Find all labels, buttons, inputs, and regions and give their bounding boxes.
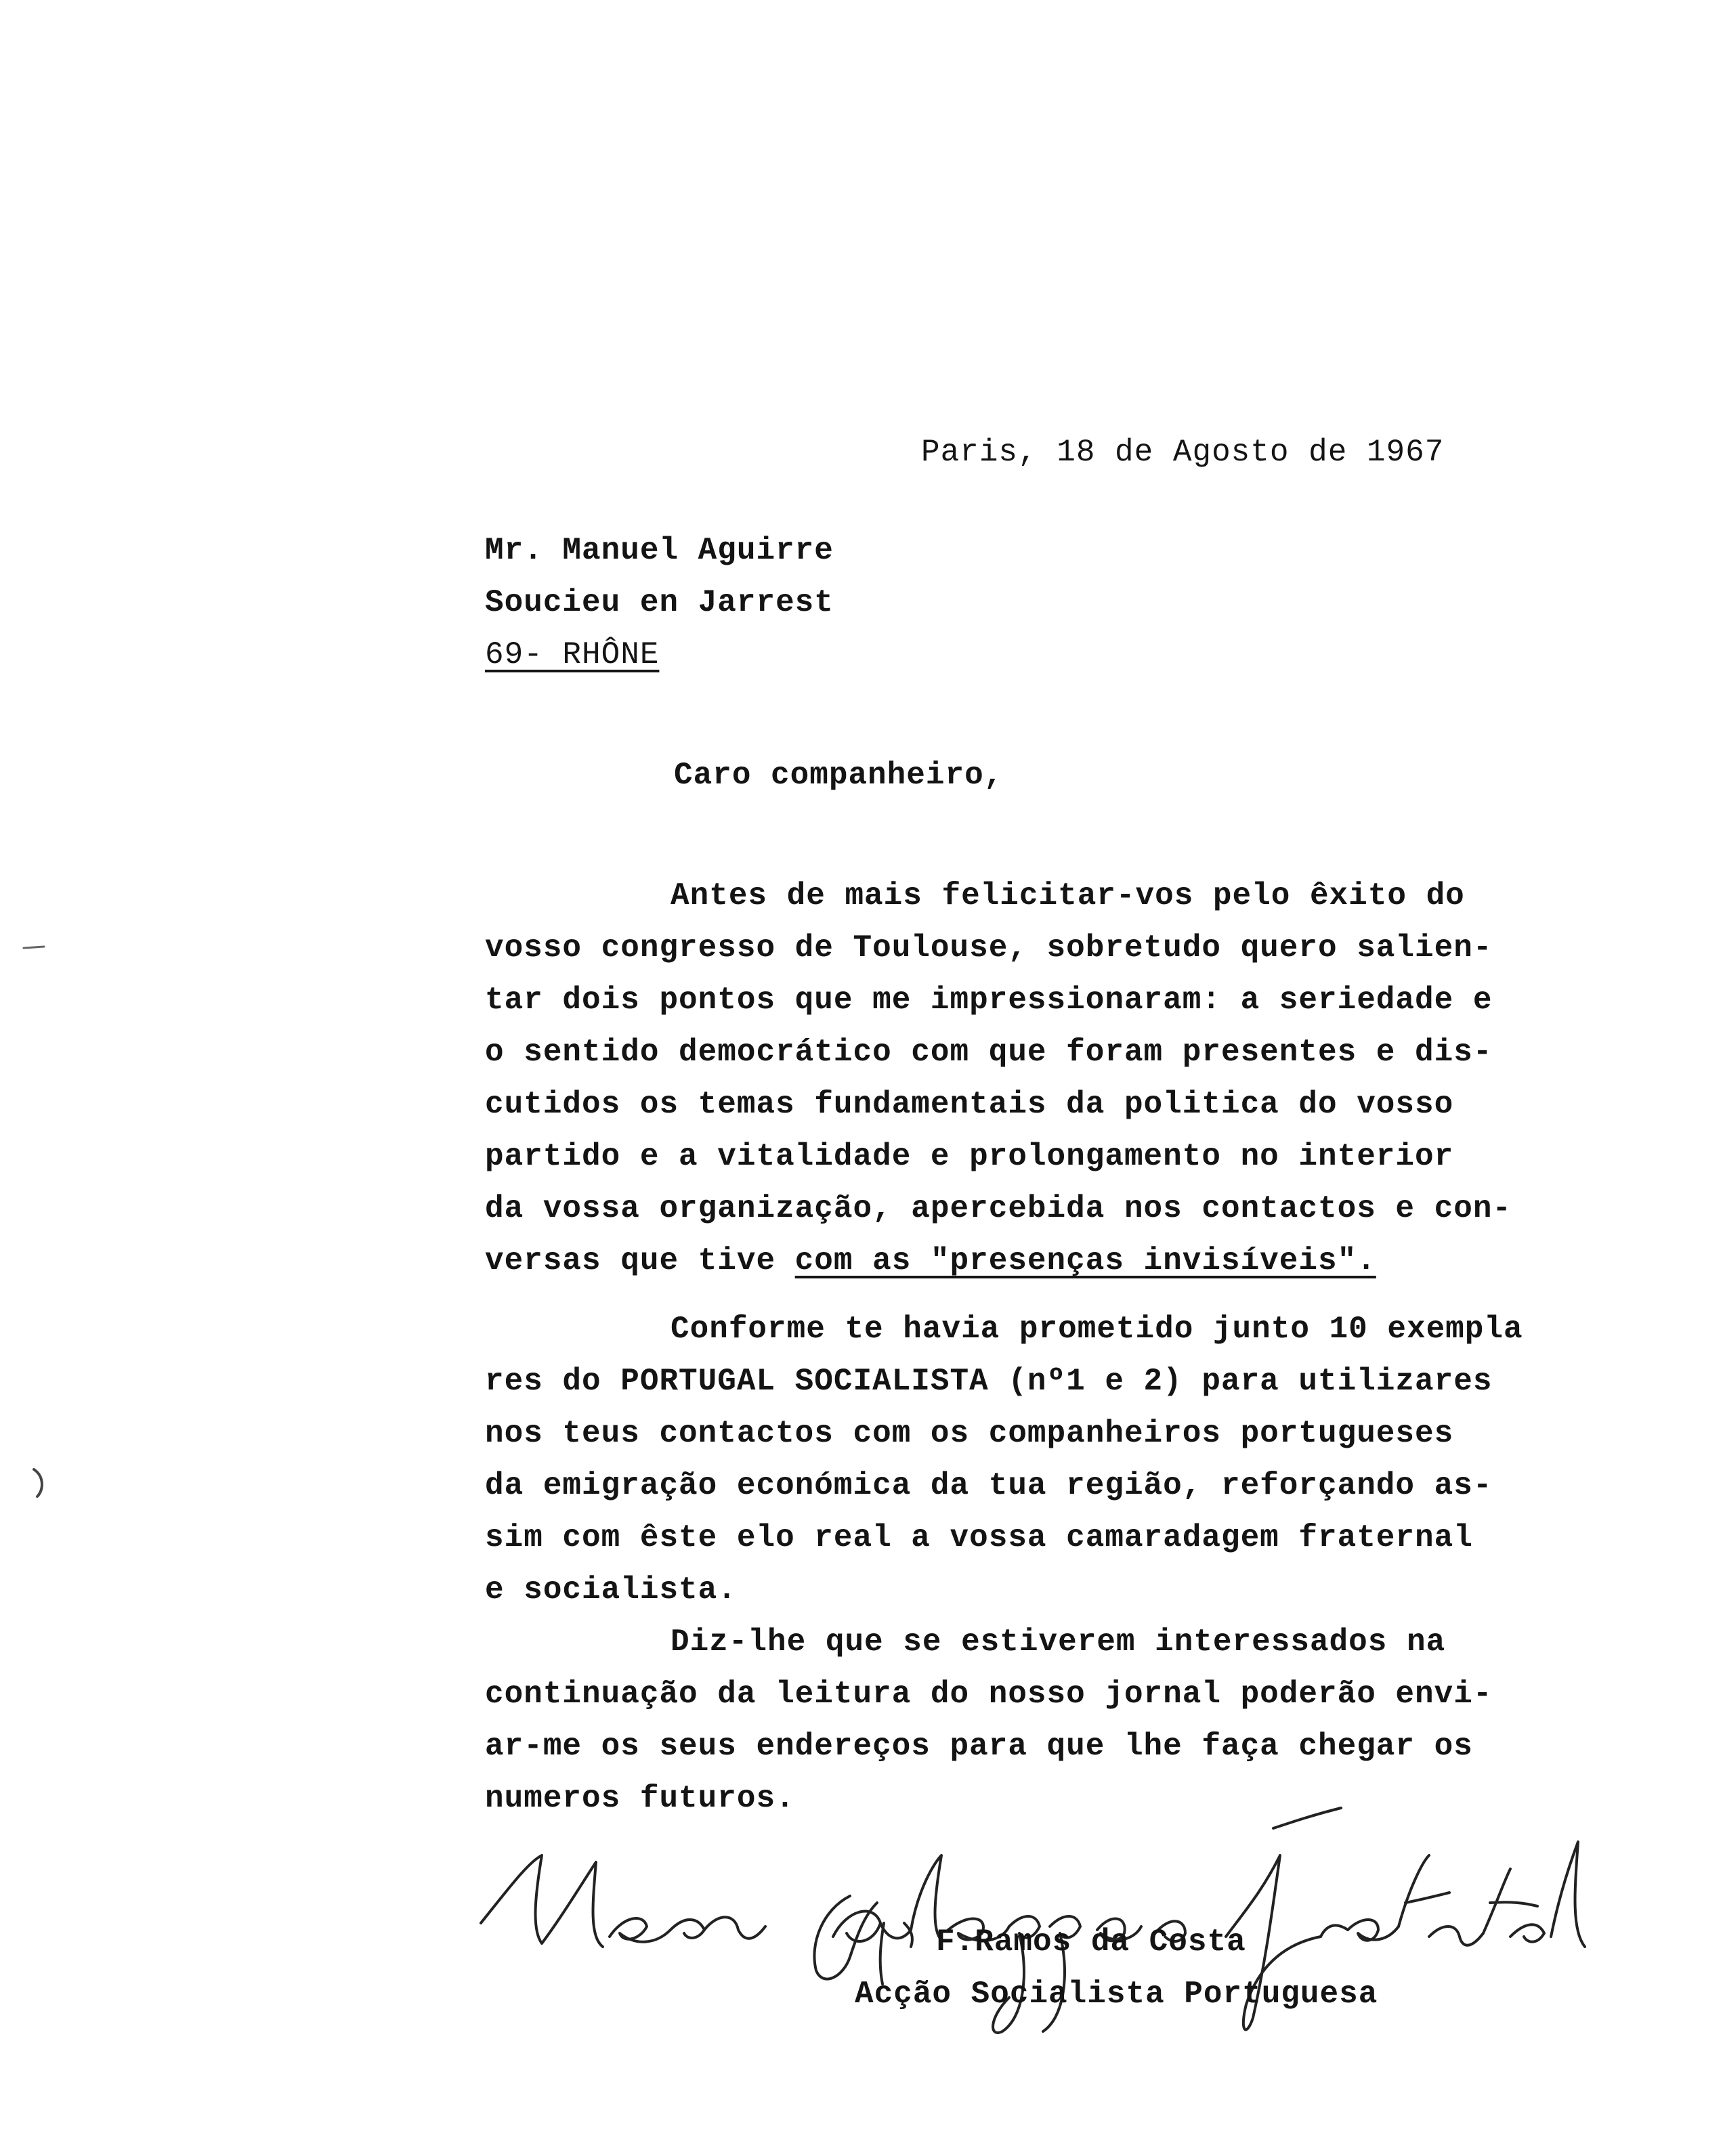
margin-mark xyxy=(20,928,47,968)
underlined-phrase: com as "presenças invisíveis". xyxy=(794,1243,1376,1278)
recipient-region: 69- RHÔNE xyxy=(485,637,660,672)
body-text: versas que tive xyxy=(485,1243,795,1278)
recipient-town: Soucieu en Jarrest xyxy=(485,585,834,620)
body-line: da vossa organização, apercebida nos contactos e con- xyxy=(485,1191,1512,1226)
body-line-last xyxy=(485,1235,1376,1287)
signature-name: F.Ramos da Costa xyxy=(936,1924,1246,1960)
body-line: Conforme te havia prometido junto 10 exempla xyxy=(671,1312,1523,1347)
signature-organization: Acção Socialista Portuguesa xyxy=(855,1977,1378,2012)
body-line: vosso congresso de Toulouse, sobretudo quero salien- xyxy=(485,930,1493,966)
letter-date: Paris, 18 de Agosto de 1967 xyxy=(921,435,1445,470)
body-line: cutidos os temas fundamentais da politica do vosso xyxy=(485,1087,1454,1122)
body-line: sim com êste elo real a vossa camaradagem fraternal xyxy=(485,1520,1473,1555)
body-line: Antes de mais felicitar-vos pelo êxito do xyxy=(671,878,1465,913)
recipient-name: Mr. Manuel Aguirre xyxy=(485,533,834,568)
body-line: da emigração económica da tua região, reforçando as- xyxy=(485,1468,1493,1503)
body-line: ar-me os seus endereços para que lhe faça chegar os xyxy=(485,1729,1473,1764)
body-line: res do PORTUGAL SOCIALISTA (nº1 e 2) para utilizares xyxy=(485,1364,1493,1399)
body-line: nos teus contactos com os companheiros portugueses xyxy=(485,1416,1454,1451)
body-line: partido e a vitalidade e prolongamento no interior xyxy=(485,1139,1454,1174)
body-line: e socialista. xyxy=(485,1572,737,1608)
body-line: continuação da leitura do nosso jornal poderão envi- xyxy=(485,1677,1493,1712)
body-line: o sentido democrático com que foram presentes e dis- xyxy=(485,1035,1493,1070)
body-line: Diz-lhe que se estiverem interessados na xyxy=(671,1624,1446,1660)
body-line: tar dois pontos que me impressionaram: a seriedade e xyxy=(485,983,1493,1018)
salutation: Caro companheiro, xyxy=(674,758,1004,793)
margin-mark xyxy=(27,1463,54,1503)
body-line: numeros futuros. xyxy=(485,1781,795,1816)
